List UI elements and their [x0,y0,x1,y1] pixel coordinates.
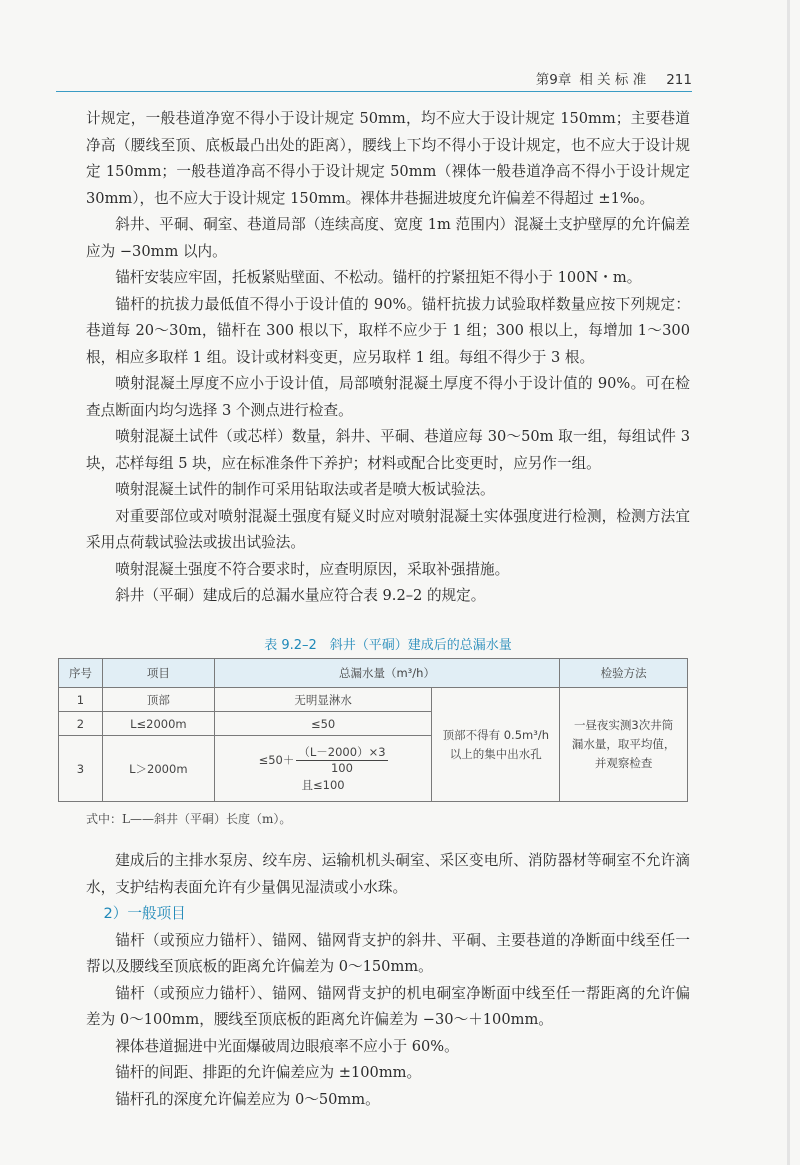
cell-value: 无明显淋水 [214,688,432,712]
header-item: 项目 [102,659,214,688]
paragraph: 锚杆安装应牢固，托板紧贴壁面、不松动。锚杆的拧紧扭矩不得小于 100N・m。 [115,269,642,286]
table-title: 表 9.2–2 斜井（平硐）建成后的总漏水量 [264,638,512,653]
bottom-text [86,848,690,1113]
cell-seq: 2 [59,712,103,736]
paragraph: 喷射混凝土强度不符合要求时，应查明原因，采取补强措施。 [115,560,510,578]
formula-prefix: ≤50＋ [258,752,295,767]
top-text [86,106,690,610]
paragraph: 锚杆的抗拔力最低值不得小于设计值的 90%。锚杆抗拔力试验取样数量应按下列规定：巷道每 20～30m，锚杆在 300 根以下，取样不应少于 1 组；300 根以上，每增加 1～300 根，相应多取样 1 组。设计或材料变更，应另取样 1 组。每组不得少于 3 根。 [86,295,690,366]
paragraph: 斜井（平硐）建成后的总漏水量应符合表 9.2–2 的规定。 [115,587,486,604]
chapter-label: 第9章 [535,72,572,88]
cell-leak-note: 顶部不得有 0.5m³/h 以上的集中出水孔 [432,688,560,802]
cell-method: 一昼夜实测3次井筒漏水量，取平均值，并观察检查 [560,688,688,802]
paragraph: 建成后的主排水泵房、绞车房、运输机机头硐室、采区变电所、消防器材等硐室不允许滴水，支护结构表面允许有少量偶见湿渍或小水珠。 [86,852,690,896]
paragraph: 锚杆的间距、排距的允许偏差应为 ±100mm。 [115,1064,422,1081]
header-leak: 总漏水量（m³/h） [214,659,559,688]
chapter-title: 相 关 标 准 [579,72,647,88]
table-row [59,688,688,712]
formula-numerator: （L－2000）×3 [298,745,386,759]
cell-item: L＞2000m [102,736,214,802]
table-note: 式中：L——斜井（平硐）长度（m）。 [86,812,292,826]
formula-fraction [296,744,387,775]
header-seq: 序号 [59,659,103,688]
table-header-row [59,659,688,688]
paragraph: 斜井、平硐、硐室、巷道局部（连续高度、宽度 1m 范围内）混凝土支护壁厚的允许偏差应为 −30mm 以内。 [86,216,690,260]
paragraph: 锚杆（或预应力锚杆）、锚网、锚网背支护的斜井、平硐、主要巷道的净断面中线至任一帮以及腰线至顶底板的距离允许偏差为 0～150mm。 [86,931,690,975]
cell-seq: 1 [59,688,103,712]
paragraph: 对重要部位或对喷射混凝土强度有疑义时应对喷射混凝土实体强度进行检测，检测方法宜采用点荷载试验法或拔出试验法。 [86,507,690,551]
paragraph: 喷射混凝土试件（或芯样）数量，斜井、平硐、巷道应每 30～50m 取一组，每组试件 3 块，芯样每组 5 块，应在标准条件下养护；材料或配合比变更时，应另作一组。 [86,428,690,472]
header-method: 检验方法 [560,659,688,688]
cell-item: 顶部 [102,688,214,712]
formula-denominator: 100 [330,761,353,775]
paragraph: 计规定，一般巷道净宽不得小于设计规定 50mm，均不应大于设计规定 150mm；主要巷道净高（腰线至顶、底板最凸出处的距离），腰线上下均不得小于设计规定，也不应大于设计规定 150mm；一般巷道净高不得小于设计规定 50mm（裸体一般巷道净高不得小于设计规定 30mm），也不应大于设计规定 150mm。裸体井巷掘进坡度允许偏差不得超过 ±1‰。 [86,110,690,207]
cell-formula [214,736,432,802]
paragraph: 锚杆孔的深度允许偏差应为 0～50mm。 [115,1090,380,1108]
paragraph: 裸体巷道掘进中光面爆破周边眼痕率不应小于 60%。 [115,1037,459,1055]
running-header [56,66,692,92]
formula-suffix: 且≤100 [301,778,345,792]
page-edge-shadow [787,0,790,1165]
cell-seq: 3 [59,736,103,802]
page-number: 211 [666,72,692,88]
leakage-table [58,658,688,802]
section-heading: 2）一般项目 [103,905,186,922]
cell-item: L≤2000m [102,712,214,736]
cell-value: ≤50 [214,712,432,736]
paragraph: 喷射混凝土厚度不应小于设计值，局部喷射混凝土厚度不得小于设计值的 90%。可在检查点断面内均匀选择 3 个测点进行检查。 [86,375,690,419]
paragraph: 喷射混凝土试件的制作可采用钻取法或者是喷大板试验法。 [115,481,495,498]
paragraph: 锚杆（或预应力锚杆）、锚网、锚网背支护的机电硐室净断面中线至任一帮距离的允许偏差为 0～100mm，腰线至顶底板的距离允许偏差为 −30～＋100mm。 [86,984,690,1028]
